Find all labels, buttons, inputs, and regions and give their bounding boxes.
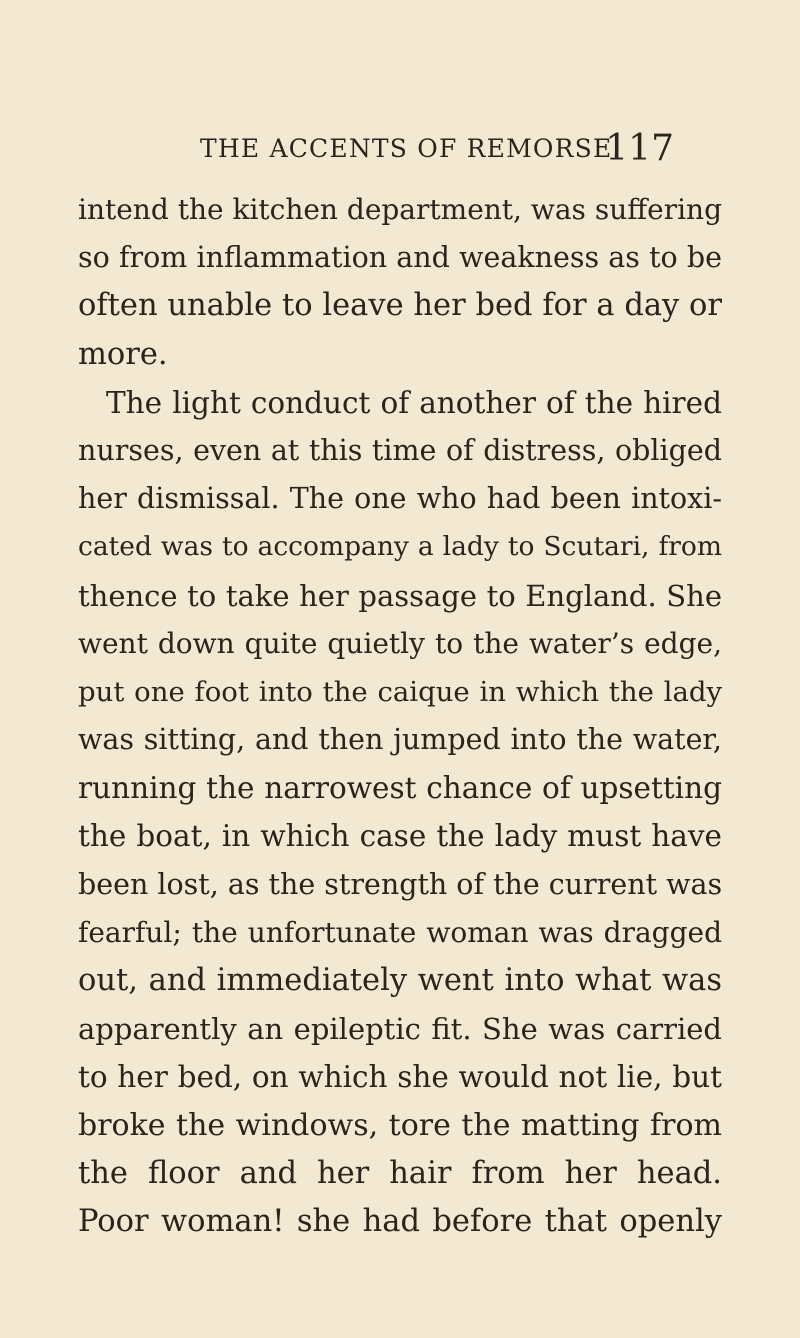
page-number: 117 <box>605 128 674 169</box>
text-line: Poor woman! she had before that openly <box>78 1203 722 1239</box>
text-line: to her bed, on which she would not lie, but <box>78 1060 722 1095</box>
text-line: nurses, even at this time of distress, obliged <box>78 433 722 467</box>
text-line: her dismissal. The one who had been intoxi- <box>78 482 722 516</box>
text-line: fearful; the unfortunate woman was dragged <box>78 915 722 949</box>
text-line: more. <box>78 336 168 372</box>
text-line: the floor and her hair from her head. <box>78 1155 722 1191</box>
text-line: cated was to accompany a lady to Scutari, from <box>78 531 722 563</box>
body-text <box>78 186 722 1246</box>
text-line: put one foot into the caique in which the lady <box>78 675 722 708</box>
text-line: often unable to leave her bed for a day or <box>78 288 722 324</box>
text-line: apparently an epileptic fit. She was carried <box>78 1012 722 1047</box>
text-line: intend the kitchen department, was suffering <box>78 193 722 226</box>
text-line: was sitting, and then jumped into the water, <box>78 723 722 757</box>
running-title: THE ACCENTS OF REMORSE. <box>200 134 622 163</box>
text-line: went down quite quietly to the water’s edge, <box>78 626 722 660</box>
text-line: so from inflammation and weakness as to be <box>78 241 722 275</box>
text-line: thence to take her passage to England. She <box>78 578 722 613</box>
text-line: been lost, as the strength of the current was <box>78 867 722 901</box>
text-line: out, and immediately went into what was <box>78 963 722 998</box>
text-line: the boat, in which case the lady must have <box>78 819 722 854</box>
text-line: broke the windows, tore the matting from <box>78 1107 722 1143</box>
text-line: The light conduct of another of the hired <box>106 385 722 420</box>
running-header <box>0 128 800 168</box>
text-line: running the narrowest chance of upsetting <box>78 771 722 806</box>
